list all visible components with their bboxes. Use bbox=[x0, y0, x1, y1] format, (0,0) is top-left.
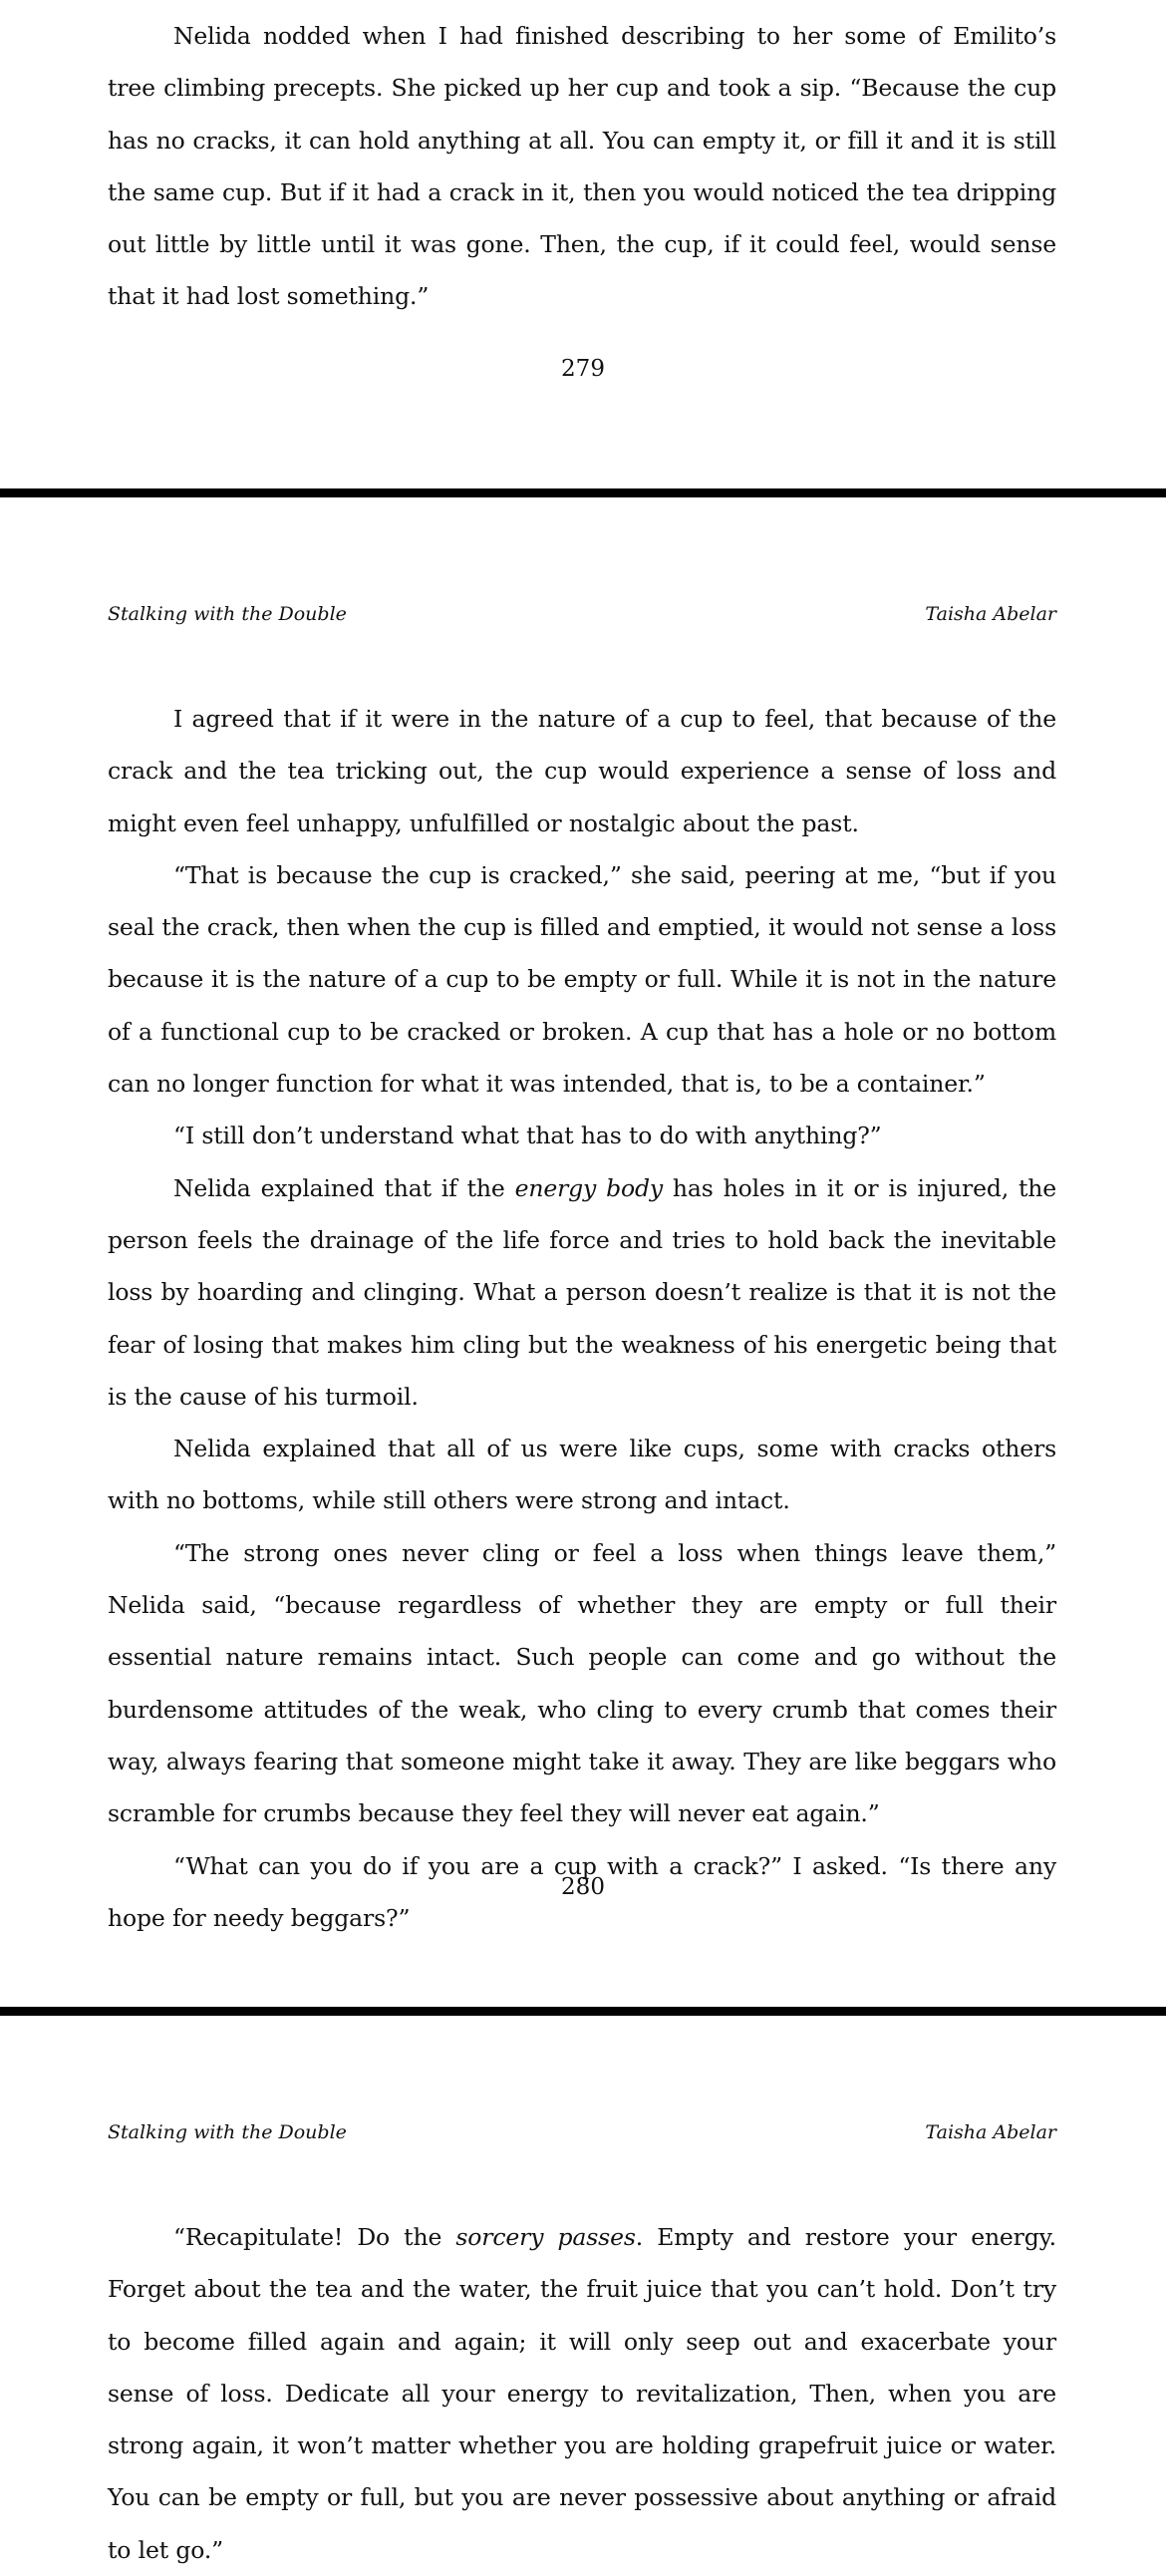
header-book-title: Stalking with the Double bbox=[108, 2121, 347, 2143]
page-279-text bbox=[108, 10, 1056, 323]
header-author: Taisha Abelar bbox=[925, 2121, 1056, 2143]
page-divider bbox=[0, 488, 1166, 497]
page-281-text bbox=[108, 2211, 1056, 2576]
paragraph: “What can you do if you are a cup with a crack?” I asked. “Is there any hope for needy beggars?” bbox=[108, 1851, 1056, 1932]
page-280-text bbox=[108, 693, 1056, 1944]
paragraph-text: . Empty and restore your energy. Forget about the tea and the water, the fruit juice that you can’t hold. Don’t try to become filled again and again; it will only seep out and exacerbate your sense of loss. Dedicate all your energy to revitalization, Then, when you are strong again, it won’t matter whether you are holding grapefruit juice or water. You can be empty or full, but you are never possessive about anything or afraid to let go.” bbox=[108, 2223, 1056, 2564]
paragraph-text: has holes in it or is injured, the person feels the drainage of the life force and tries to hold back the inevitable loss by hoarding and clinging. What a person doesn’t realize is that it is not the fear of losing that makes him cling but the weakness of his energetic being that is the cause of his turmoil. bbox=[108, 1173, 1057, 1411]
paragraph-text: Nelida explained that if the bbox=[173, 1173, 515, 1202]
header-book-title: Stalking with the Double bbox=[108, 603, 347, 625]
emphasis-text: sorcery passes bbox=[455, 2223, 636, 2251]
running-header bbox=[108, 2121, 1056, 2149]
page-divider bbox=[0, 2007, 1166, 2016]
paragraph-text: “Recapitulate! Do the bbox=[173, 2223, 456, 2251]
header-author: Taisha Abelar bbox=[925, 603, 1056, 625]
page-number-280: 280 bbox=[561, 1874, 605, 1900]
page-number-279: 279 bbox=[561, 356, 605, 382]
paragraph: Nelida explained that all of us were like cups, some with cracks others with no bottoms, while still others were strong and intact. bbox=[108, 1435, 1056, 1515]
paragraph: “I still don’t understand what that has to do with anything?” bbox=[173, 1122, 882, 1150]
paragraph bbox=[108, 2211, 1056, 2576]
running-header bbox=[108, 603, 1056, 631]
paragraph: I agreed that if it were in the nature of a cup to feel, that because of the crack and the tea tricking out, the cup would experience a sense of loss and might even feel unhappy, unfulfilled or nostalgic about the past. bbox=[108, 705, 1056, 837]
paragraph: Nelida nodded when I had finished describing to her some of Emilito’s tree climbing precepts. She picked up her cup and took a sip. “Because the cup has no cracks, it can hold anything at all. You can empty it, or fill it and it is still the same cup. But if it had a crack in it, then you would noticed the tea dripping out little by little until it was gone. Then, the cup, if it could feel, would sense that it had lost something.” bbox=[108, 22, 1056, 311]
paragraph: “The strong ones never cling or feel a loss when things leave them,” Nelida said, “because regardless of whether they are empty or full their essential nature remains intact. Such people can come and go without the burdensome attitudes of the weak, who cling to every crumb that comes their way, always fearing that someone might take it away. They are like beggars who scramble for crumbs because they feel they will never eat again.” bbox=[108, 1538, 1056, 1828]
paragraph bbox=[108, 1162, 1056, 1423]
emphasis-text: energy body bbox=[514, 1173, 664, 1202]
paragraph: “That is because the cup is cracked,” she said, peering at me, “but if you seal the crack, then when the cup is filled and emptied, it would not sense a loss because it is the nature of a cup to be empty or full. While it is not in the nature of a functional cup to be cracked or broken. A cup that has a hole or no bottom can no longer function for what it was intended, that is, to be a container.” bbox=[108, 860, 1056, 1099]
